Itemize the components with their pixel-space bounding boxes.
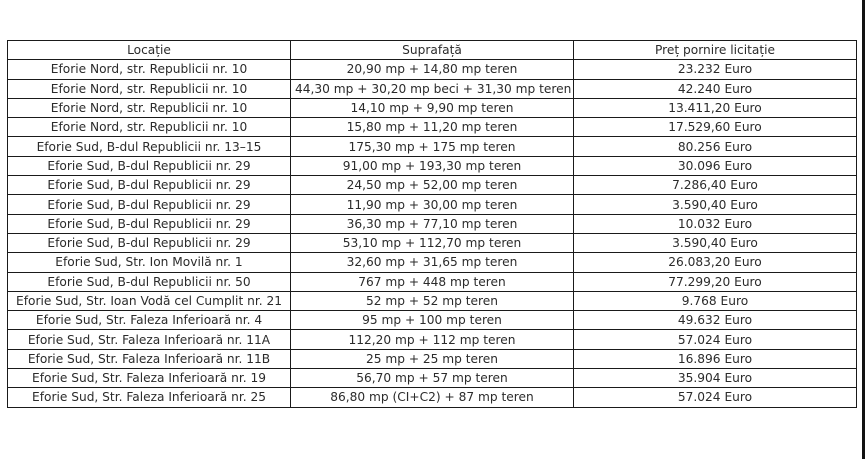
table-header-row [8,41,857,60]
cell-location: Eforie Sud, B-dul Republicii nr. 13–15 [8,137,291,156]
cell-location: Eforie Sud, Str. Faleza Inferioară nr. 19 [8,369,291,388]
cell-starting-price: 13.411,20 Euro [574,98,857,117]
header-location: Locație [8,41,291,60]
cell-area: 25 mp + 25 mp teren [291,349,574,368]
cell-starting-price: 7.286,40 Euro [574,176,857,195]
cell-area: 112,20 mp + 112 mp teren [291,330,574,349]
table-row [8,233,857,252]
table-row [8,195,857,214]
cell-area: 175,30 mp + 175 mp teren [291,137,574,156]
cell-starting-price: 80.256 Euro [574,137,857,156]
cell-area: 20,90 mp + 14,80 mp teren [291,60,574,79]
header-area: Suprafață [291,41,574,60]
cell-location: Eforie Sud, Str. Ioan Vodă cel Cumplit nr. 21 [8,291,291,310]
cell-location: Eforie Sud, B-dul Republicii nr. 29 [8,176,291,195]
table-row [8,156,857,175]
table-row [8,369,857,388]
cell-location: Eforie Sud, Str. Faleza Inferioară nr. 11B [8,349,291,368]
table-row [8,176,857,195]
cell-area: 24,50 mp + 52,00 mp teren [291,176,574,195]
cell-starting-price: 17.529,60 Euro [574,118,857,137]
cell-location: Eforie Nord, str. Republicii nr. 10 [8,98,291,117]
cell-location: Eforie Nord, str. Republicii nr. 10 [8,79,291,98]
cell-area: 91,00 mp + 193,30 mp teren [291,156,574,175]
table-row [8,253,857,272]
cell-starting-price: 10.032 Euro [574,214,857,233]
table-row [8,388,857,407]
table-row [8,291,857,310]
table-row [8,311,857,330]
table-row [8,272,857,291]
cell-starting-price: 35.904 Euro [574,369,857,388]
table-row [8,330,857,349]
table-row [8,137,857,156]
cell-location: Eforie Sud, B-dul Republicii nr. 29 [8,156,291,175]
cell-location: Eforie Sud, B-dul Republicii nr. 50 [8,272,291,291]
auction-table [7,40,857,408]
cell-location: Eforie Sud, B-dul Republicii nr. 29 [8,195,291,214]
cell-starting-price: 57.024 Euro [574,330,857,349]
cell-area: 86,80 mp (CI+C2) + 87 mp teren [291,388,574,407]
cell-area: 56,70 mp + 57 mp teren [291,369,574,388]
cell-starting-price: 16.896 Euro [574,349,857,368]
cell-starting-price: 26.083,20 Euro [574,253,857,272]
table-row [8,79,857,98]
cell-starting-price: 77.299,20 Euro [574,272,857,291]
table-row [8,60,857,79]
cell-area: 53,10 mp + 112,70 mp teren [291,233,574,252]
cell-area: 14,10 mp + 9,90 mp teren [291,98,574,117]
cell-starting-price: 23.232 Euro [574,60,857,79]
cell-location: Eforie Nord, str. Republicii nr. 10 [8,60,291,79]
cell-location: Eforie Sud, Str. Faleza Inferioară nr. 4 [8,311,291,330]
cell-starting-price: 9.768 Euro [574,291,857,310]
cell-starting-price: 42.240 Euro [574,79,857,98]
cell-area: 44,30 mp + 30,20 mp beci + 31,30 mp teren [291,79,574,98]
table-row [8,214,857,233]
table-row [8,98,857,117]
cell-starting-price: 57.024 Euro [574,388,857,407]
cell-area: 52 mp + 52 mp teren [291,291,574,310]
cell-starting-price: 3.590,40 Euro [574,233,857,252]
table-row [8,118,857,137]
cell-starting-price: 3.590,40 Euro [574,195,857,214]
cell-area: 36,30 mp + 77,10 mp teren [291,214,574,233]
cell-location: Eforie Sud, B-dul Republicii nr. 29 [8,233,291,252]
table-body [8,60,857,407]
cell-starting-price: 30.096 Euro [574,156,857,175]
cell-area: 11,90 mp + 30,00 mp teren [291,195,574,214]
cell-location: Eforie Sud, Str. Ion Movilă nr. 1 [8,253,291,272]
cell-location: Eforie Sud, B-dul Republicii nr. 29 [8,214,291,233]
table-row [8,349,857,368]
cell-location: Eforie Sud, Str. Faleza Inferioară nr. 25 [8,388,291,407]
cell-location: Eforie Nord, str. Republicii nr. 10 [8,118,291,137]
cell-area: 32,60 mp + 31,65 mp teren [291,253,574,272]
header-starting-price: Preț pornire licitație [574,41,857,60]
cell-area: 767 mp + 448 mp teren [291,272,574,291]
cell-location: Eforie Sud, Str. Faleza Inferioară nr. 11A [8,330,291,349]
cell-starting-price: 49.632 Euro [574,311,857,330]
cell-area: 15,80 mp + 11,20 mp teren [291,118,574,137]
cell-area: 95 mp + 100 mp teren [291,311,574,330]
